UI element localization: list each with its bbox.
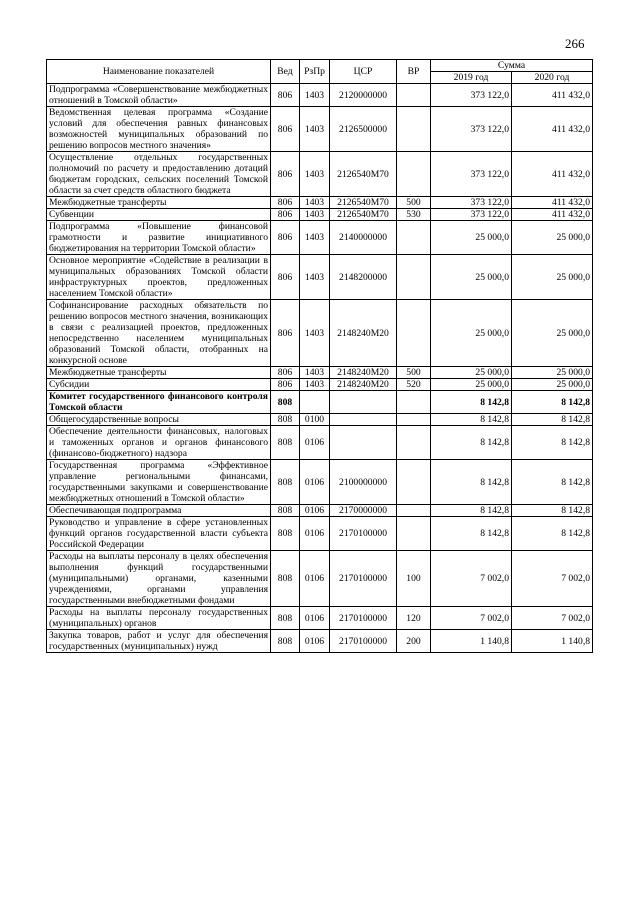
row-ved: 808 [271, 551, 300, 607]
row-name: Государственная программа «Эффективное управление региональными финансами, государственными закупками и совершенствование межбюджетных отношений в Томской области» [47, 460, 271, 505]
row-sum-2019: 373 122,0 [431, 84, 512, 107]
row-sum-2020: 8 142,8 [512, 426, 593, 460]
row-sum-2020: 8 142,8 [512, 517, 593, 551]
row-csr: 2170100000 [330, 607, 397, 630]
row-rzpr: 0106 [300, 551, 330, 607]
table-row [47, 197, 593, 209]
row-csr [330, 426, 397, 460]
row-name: Обеспечивающая подпрограмма [47, 505, 271, 517]
row-ved: 808 [271, 391, 300, 414]
row-ved: 806 [271, 197, 300, 209]
row-csr: 2170100000 [330, 517, 397, 551]
row-vr [397, 460, 431, 505]
row-name: Комитет государственного финансового контроля Томской области [47, 391, 271, 414]
row-name: Субвенции [47, 209, 271, 221]
row-rzpr: 1403 [300, 107, 330, 152]
table-row [47, 367, 593, 379]
row-ved: 806 [271, 107, 300, 152]
row-ved: 808 [271, 505, 300, 517]
row-ved: 808 [271, 517, 300, 551]
row-sum-2020: 7 002,0 [512, 551, 593, 607]
row-name: Осуществление отдельных государственных полномочий по расчету и предоставлению дотаций бюджетам городских, сельских поселений Томской области за счет средств областного бюджета [47, 152, 271, 197]
row-ved: 806 [271, 152, 300, 197]
row-rzpr: 0106 [300, 630, 330, 653]
row-rzpr: 0106 [300, 505, 330, 517]
row-sum-2019: 8 142,8 [431, 414, 512, 426]
row-vr [397, 152, 431, 197]
row-sum-2019: 25 000,0 [431, 379, 512, 391]
row-csr: 2148240M20 [330, 379, 397, 391]
row-sum-2019: 7 002,0 [431, 551, 512, 607]
row-rzpr: 1403 [300, 152, 330, 197]
row-name: Субсидии [47, 379, 271, 391]
header-ved: Вед [271, 60, 300, 84]
row-sum-2019: 25 000,0 [431, 300, 512, 367]
header-year-2020: 2020 год [512, 72, 593, 84]
row-rzpr: 0100 [300, 414, 330, 426]
budget-table [46, 59, 593, 653]
row-rzpr: 1403 [300, 300, 330, 367]
row-sum-2019: 373 122,0 [431, 107, 512, 152]
table-row [47, 517, 593, 551]
table-row [47, 460, 593, 505]
page-number: 266 [565, 36, 585, 51]
header-name: Наименование показателей [47, 60, 271, 84]
row-vr [397, 300, 431, 367]
row-sum-2019: 7 002,0 [431, 607, 512, 630]
row-ved: 808 [271, 414, 300, 426]
row-ved: 806 [271, 379, 300, 391]
row-vr [397, 255, 431, 300]
table-row [47, 607, 593, 630]
row-vr [397, 426, 431, 460]
table-row [47, 391, 593, 414]
row-vr [397, 414, 431, 426]
table-row [47, 551, 593, 607]
row-rzpr: 1403 [300, 84, 330, 107]
row-csr: 2148240M20 [330, 300, 397, 367]
row-sum-2020: 7 002,0 [512, 607, 593, 630]
row-rzpr: 0106 [300, 426, 330, 460]
row-vr [397, 391, 431, 414]
row-sum-2019: 373 122,0 [431, 197, 512, 209]
row-sum-2020: 411 432,0 [512, 107, 593, 152]
table-row [47, 84, 593, 107]
row-sum-2019: 25 000,0 [431, 221, 512, 255]
row-ved: 806 [271, 84, 300, 107]
row-sum-2020: 25 000,0 [512, 367, 593, 379]
row-vr: 120 [397, 607, 431, 630]
row-vr: 530 [397, 209, 431, 221]
row-rzpr: 0106 [300, 460, 330, 505]
row-ved: 808 [271, 460, 300, 505]
row-vr: 500 [397, 197, 431, 209]
row-ved: 808 [271, 426, 300, 460]
row-vr [397, 107, 431, 152]
row-rzpr: 1403 [300, 197, 330, 209]
row-vr: 500 [397, 367, 431, 379]
header-csr: ЦСР [330, 60, 397, 84]
row-csr: 2170100000 [330, 630, 397, 653]
row-rzpr: 1403 [300, 367, 330, 379]
row-vr: 100 [397, 551, 431, 607]
row-name: Основное мероприятие «Содействие в реализации в муниципальных образованиях Томской области инфраструктурных проектов, предложенных населением Томской области» [47, 255, 271, 300]
table-row [47, 426, 593, 460]
row-sum-2019: 8 142,8 [431, 391, 512, 414]
row-vr [397, 505, 431, 517]
row-csr: 2100000000 [330, 460, 397, 505]
row-csr: 2126500000 [330, 107, 397, 152]
row-ved: 806 [271, 221, 300, 255]
row-name: Руководство и управление в сфере установленных функций органов государственной власти субъекта Российской Федерации [47, 517, 271, 551]
row-name: Межбюджетные трансферты [47, 367, 271, 379]
row-name: Расходы на выплаты персоналу в целях обеспечения выполнения функций государственными (муниципальными) органами, казенными учреждениями, органами управления государственными внебюджетными фондами [47, 551, 271, 607]
row-rzpr: 1403 [300, 255, 330, 300]
row-csr: 2120000000 [330, 84, 397, 107]
header-vr: ВР [397, 60, 431, 84]
row-vr [397, 84, 431, 107]
row-ved: 806 [271, 300, 300, 367]
table-row [47, 379, 593, 391]
row-sum-2019: 8 142,8 [431, 505, 512, 517]
row-sum-2020: 8 142,8 [512, 505, 593, 517]
row-name: Софинансирование расходных обязательств по решению вопросов местного значения, возникающих в связи с реализацией проектов, предложенных непосредственно населением муниципальных образований Томской области, отобранных на конкурсной основе [47, 300, 271, 367]
header-rzpr: РзПр [300, 60, 330, 84]
row-rzpr [300, 391, 330, 414]
row-csr: 2170000000 [330, 505, 397, 517]
row-sum-2020: 8 142,8 [512, 460, 593, 505]
row-ved: 808 [271, 630, 300, 653]
row-sum-2019: 25 000,0 [431, 367, 512, 379]
row-sum-2019: 8 142,8 [431, 517, 512, 551]
row-rzpr: 1403 [300, 209, 330, 221]
table-row [47, 221, 593, 255]
row-ved: 808 [271, 607, 300, 630]
row-csr: 2126540M70 [330, 152, 397, 197]
table-body [47, 84, 593, 653]
header-year-2019: 2019 год [431, 72, 512, 84]
row-sum-2019: 1 140,8 [431, 630, 512, 653]
row-sum-2019: 25 000,0 [431, 255, 512, 300]
row-csr: 2170100000 [330, 551, 397, 607]
row-csr: 2126540M70 [330, 209, 397, 221]
row-csr [330, 414, 397, 426]
row-csr: 2148200000 [330, 255, 397, 300]
row-name: Обеспечение деятельности финансовых, налоговых и таможенных органов и органов финансового (финансово-бюджетного) надзора [47, 426, 271, 460]
row-sum-2020: 411 432,0 [512, 197, 593, 209]
row-vr [397, 221, 431, 255]
table-row [47, 414, 593, 426]
row-sum-2020: 25 000,0 [512, 379, 593, 391]
row-sum-2020: 411 432,0 [512, 209, 593, 221]
row-vr: 200 [397, 630, 431, 653]
row-sum-2020: 8 142,8 [512, 414, 593, 426]
row-ved: 806 [271, 209, 300, 221]
header-sum: Сумма [431, 60, 593, 72]
table-row [47, 152, 593, 197]
row-rzpr: 1403 [300, 221, 330, 255]
row-vr: 520 [397, 379, 431, 391]
row-sum-2020: 1 140,8 [512, 630, 593, 653]
row-sum-2020: 411 432,0 [512, 84, 593, 107]
row-sum-2019: 8 142,8 [431, 426, 512, 460]
row-csr: 2140000000 [330, 221, 397, 255]
row-csr [330, 391, 397, 414]
table-row [47, 630, 593, 653]
row-csr: 2148240M20 [330, 367, 397, 379]
row-vr [397, 517, 431, 551]
row-ved: 806 [271, 367, 300, 379]
row-rzpr: 1403 [300, 379, 330, 391]
row-name: Межбюджетные трансферты [47, 197, 271, 209]
table-row [47, 505, 593, 517]
row-name: Закупка товаров, работ и услуг для обеспечения государственных (муниципальных) нужд [47, 630, 271, 653]
table-row [47, 255, 593, 300]
row-sum-2020: 25 000,0 [512, 221, 593, 255]
table-row [47, 300, 593, 367]
row-name: Подпрограмма «Совершенствование межбюджетных отношений в Томской области» [47, 84, 271, 107]
row-name: Ведомственная целевая программа «Создание условий для обеспечения равных финансовых возможностей муниципальных образований по решению вопросов местного значения» [47, 107, 271, 152]
row-name: Расходы на выплаты персоналу государственных (муниципальных) органов [47, 607, 271, 630]
row-sum-2020: 25 000,0 [512, 300, 593, 367]
row-sum-2020: 8 142,8 [512, 391, 593, 414]
row-sum-2019: 373 122,0 [431, 152, 512, 197]
row-sum-2020: 25 000,0 [512, 255, 593, 300]
row-sum-2019: 8 142,8 [431, 460, 512, 505]
row-name: Подпрограмма «Повышение финансовой грамотности и развитие инициативного бюджетирования на территории Томской области» [47, 221, 271, 255]
row-ved: 806 [271, 255, 300, 300]
row-name: Общегосударственные вопросы [47, 414, 271, 426]
row-csr: 2126540M70 [330, 197, 397, 209]
row-sum-2020: 411 432,0 [512, 152, 593, 197]
row-rzpr: 0106 [300, 517, 330, 551]
row-rzpr: 0106 [300, 607, 330, 630]
row-sum-2019: 373 122,0 [431, 209, 512, 221]
table-row [47, 107, 593, 152]
table-row [47, 209, 593, 221]
